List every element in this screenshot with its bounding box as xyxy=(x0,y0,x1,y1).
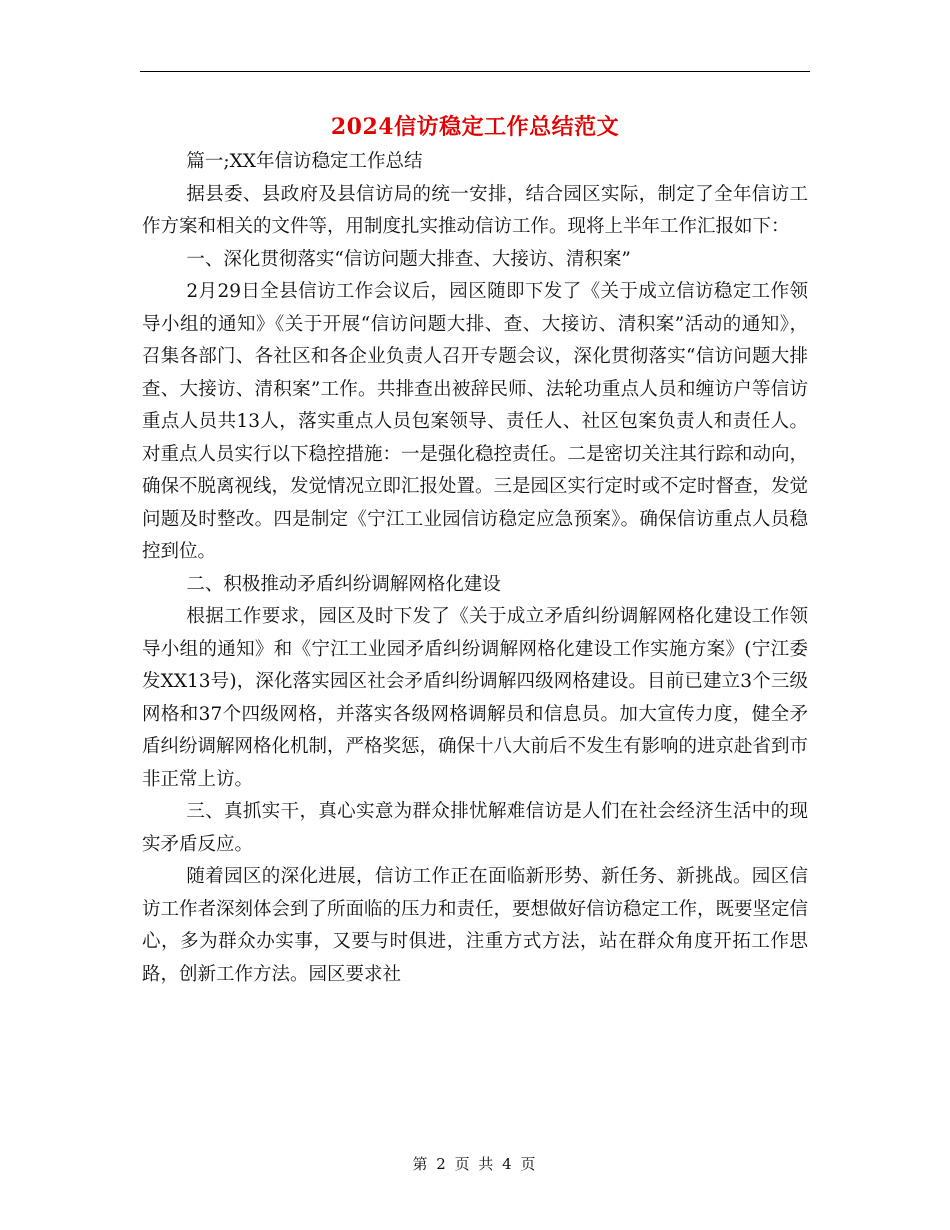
header-rule xyxy=(140,71,810,72)
paragraph-heading-3: 三、真抓实干，真心实意为群众排忧解难信访是人们在社会经济生活中的现实矛盾反应。 xyxy=(142,801,808,855)
paragraph-section-heading: 篇一;XX年信访稳定工作总结 xyxy=(186,151,423,172)
paragraph-heading-1: 一、深化贯彻落实“信访问题大排查、大接访、清积案” xyxy=(186,248,631,270)
page-number: 第 2 页 共 4 页 xyxy=(412,1155,538,1173)
paragraph-body-1: 2月29日全县信访工作会议后，园区随即下发了《关于成立信访稳定工作领导小组的通知》《关于开展“信访问题大排、查、大接访、清积案”活动的通知》，召集各部门、各社区和各企业负责人召开专题会议，深化贯彻落实“信访问题大排查、大接访、清积案”工作。共排查出被辞民师、法轮功重点人员和缠访户等信访重点人员共13人，落实重点人员包案领导、责任人、社区包案负责人和责任人。对重点人员实行以下稳控措施：一是强化稳控责任。二是密切关注其行踪和动向，确保不脱离视线，发觉情况立即汇报处置。三是园区实行定时或不定时督查，发觉问题及时整改。四是制定《宁江工业园信访稳定应急预案》。确保信访重点人员稳控到位。 xyxy=(142,281,809,562)
paragraph-body-2: 根据工作要求，园区及时下发了《关于成立矛盾纠纷调解网格化建设工作领导小组的通知》和《宁江工业园矛盾纠纷调解网格化建设工作实施方案》(宁江委发XX13号)，深化落实园区社会矛盾纠纷调解四级网格建设。目前已建立3个三级网格和37个四级网格，并落实各级网格调解员和信息员。加大宣传力度，健全矛盾纠纷调解网格化机制，严格奖惩，确保十八大前后不发生有影响的进京赴省到市非正常上访。 xyxy=(142,606,809,790)
document-title: 2024信访稳定工作总结范文 xyxy=(330,114,620,140)
document-body xyxy=(142,146,808,991)
paragraph-body-3: 随着园区的深化进展，信访工作正在面临新形势、新任务、新挑战。园区信访工作者深刻体会到了所面临的压力和责任，要想做好信访稳定工作，既要坚定信心，多为群众办实事，又要与时俱进，注重方式方法，站在群众角度开拓工作思路，创新工作方法。园区要求社 xyxy=(142,866,809,985)
paragraph-intro: 据县委、县政府及县信访局的统一安排，结合园区实际，制定了全年信访工作方案和相关的文件等，用制度扎实推动信访工作。现将上半年工作汇报如下： xyxy=(142,183,808,237)
paragraph-heading-2: 二、积极推动矛盾纠纷调解网格化建设 xyxy=(186,573,501,595)
